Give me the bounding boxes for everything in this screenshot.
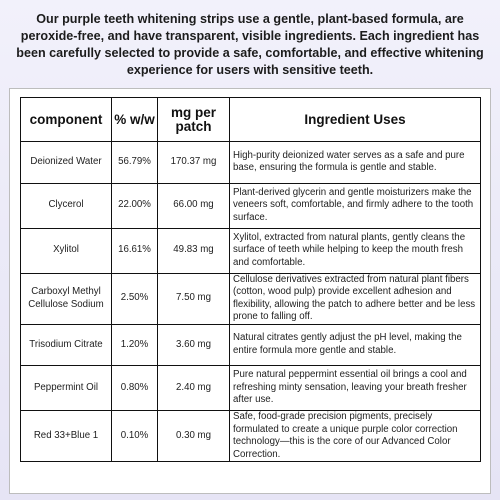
table-row [21,142,481,184]
mg-value: 3.60 mg [158,324,230,366]
ingredient-use: Cellulose derivatives extracted from natural plant fibers (cotton, wood pulp) provide excellent adhesion and flexibility, allowing the patch to adhere better and be less prone to falling off. [230,273,481,324]
header-percent: % w/w [112,98,158,142]
mg-value: 7.50 mg [158,273,230,324]
table-row [21,183,481,228]
mg-value: 49.83 mg [158,228,230,273]
component-name: Trisodium Citrate [21,324,112,366]
component-name: Red 33+Blue 1 [21,411,112,462]
mg-value: 0.30 mg [158,411,230,462]
percent-value: 2.50% [112,273,158,324]
ingredients-table [20,97,481,462]
component-name: Deionized Water [21,142,112,184]
table-row [21,324,481,366]
header-mg-per-patch: mg per patch [158,98,230,142]
percent-value: 22.00% [112,183,158,228]
table-row [21,411,481,462]
header-component: component [21,98,112,142]
ingredient-use: Safe, food-grade precision pigments, precisely formulated to create a unique purple color correction technology—this is the core of our Advanced Color Correction. [230,411,481,462]
percent-value: 56.79% [112,142,158,184]
mg-value: 170.37 mg [158,142,230,184]
mg-value: 2.40 mg [158,366,230,411]
ingredient-use: Natural citrates gently adjust the pH level, making the entire formula more gentle and stable. [230,324,481,366]
table-header-row [21,98,481,142]
table-row [21,273,481,324]
percent-value: 16.61% [112,228,158,273]
table-row [21,228,481,273]
component-name: Peppermint Oil [21,366,112,411]
percent-value: 1.20% [112,324,158,366]
percent-value: 0.10% [112,411,158,462]
intro-paragraph: Our purple teeth whitening strips use a gentle, plant-based formula, are peroxide-free, and have transparent, visible ingredients. Each ingredient has been carefully selected to provide a safe, comfortable, and effective whitening experience for users with sensitive teeth. [16,12,484,77]
ingredient-use: Xylitol, extracted from natural plants, gently cleans the surface of teeth while helping to keep the mouth fresh and comfortable. [230,228,481,273]
component-name: Xylitol [21,228,112,273]
component-name: Clycerol [21,183,112,228]
ingredient-use: Plant-derived glycerin and gentle moisturizers make the veneers soft, comfortable, and firmly adhere to the tooth surface. [230,183,481,228]
percent-value: 0.80% [112,366,158,411]
ingredient-use: High-purity deionized water serves as a safe and pure base, ensuring the formula is gentle and stable. [230,142,481,184]
header-ingredient-uses: Ingredient Uses [230,98,481,142]
table-row [21,366,481,411]
component-name: Carboxyl Methyl Cellulose Sodium [21,273,112,324]
ingredient-use: Pure natural peppermint essential oil brings a cool and refreshing minty sensation, leaving your breath fresher after use. [230,366,481,411]
mg-value: 66.00 mg [158,183,230,228]
